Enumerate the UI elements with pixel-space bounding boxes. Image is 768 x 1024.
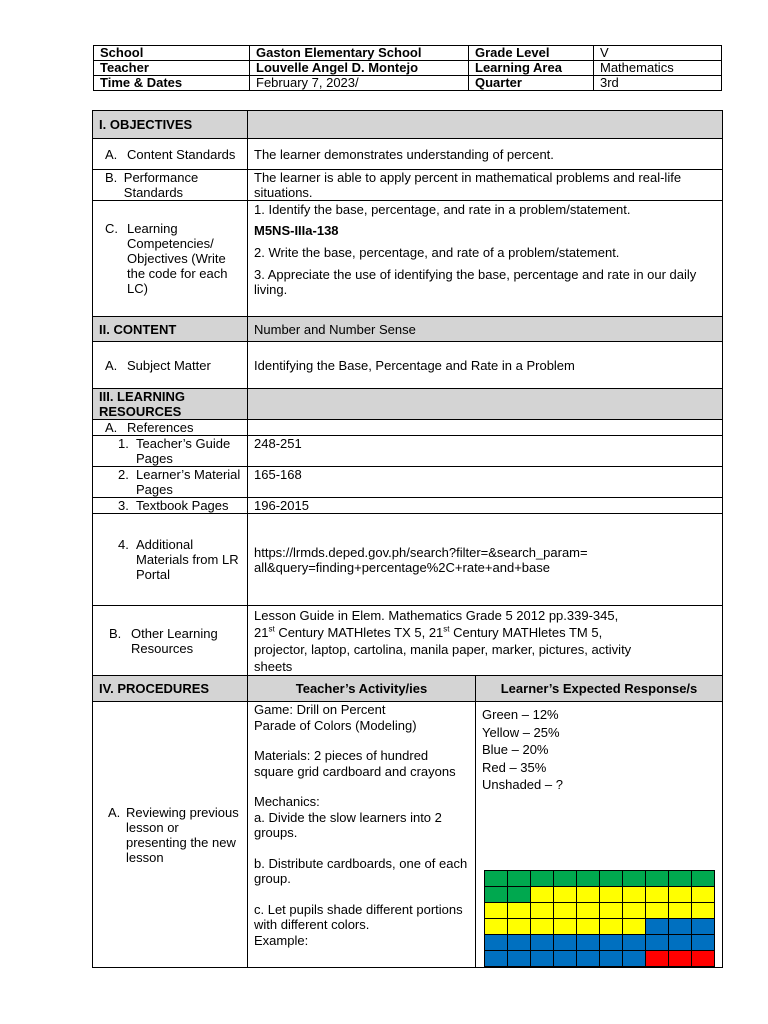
learning-competencies-value: [248, 201, 723, 317]
mechanics-title: Mechanics:: [254, 794, 320, 809]
other-resources-value: [248, 606, 723, 676]
teachers-guide-value: 248-251: [248, 436, 723, 467]
grid-cell-green: [577, 871, 600, 887]
label-number: 2.: [118, 467, 129, 482]
grid-cell-yellow: [577, 887, 600, 903]
textbook-pages-value: 196-2015: [248, 498, 723, 514]
resources-heading: III. LEARNING RESOURCES: [93, 389, 248, 420]
references-label: [93, 420, 248, 436]
grid-cell-blue: [577, 951, 600, 967]
game-subtitle: Parade of Colors (Modeling): [254, 717, 417, 733]
label-text: Content Standards: [127, 146, 236, 162]
performance-standards-value: The learner is able to apply percent in mathematical problems and real-life situations.: [248, 170, 723, 201]
grid-cell-yellow: [600, 903, 623, 919]
grid-cell-blue: [508, 951, 531, 967]
grid-cell-green: [485, 887, 508, 903]
teacher-label: Teacher: [94, 61, 250, 76]
school-value: Gaston Elementary School: [250, 46, 469, 61]
grid-cell-yellow: [554, 919, 577, 935]
objectives-heading-blank: [248, 111, 723, 139]
grid-cell-yellow: [623, 887, 646, 903]
resource-mid: Century MATHletes TX 5, 21: [274, 624, 444, 640]
label-number: 1.: [118, 436, 129, 451]
grid-cell-green: [692, 871, 715, 887]
step-c: c. Let pupils shade different portions with different colors.: [254, 901, 463, 932]
label-text: Subject Matter: [127, 357, 211, 373]
resource-line-3: projector, laptop, cartolina, manila paper, marker, pictures, activity sheets: [254, 641, 632, 674]
label-text: Performance Standards: [123, 170, 199, 200]
grid-cell-yellow: [623, 919, 646, 935]
label-number: 3.: [118, 498, 129, 513]
game-title: Game: Drill on Percent: [254, 702, 386, 717]
grid-cell-green: [531, 871, 554, 887]
competency-code: M5NS-IIIa-138: [254, 223, 339, 238]
grid-cell-yellow: [554, 887, 577, 903]
label-text: Additional Materials from LR Portal: [136, 537, 239, 582]
response-item: Unshaded – ?: [482, 777, 563, 792]
grid-cell-yellow: [508, 919, 531, 935]
grid-cell-blue: [531, 935, 554, 951]
area-label: Learning Area: [469, 61, 594, 76]
grid-cell-yellow: [508, 903, 531, 919]
lesson-plan-table: [92, 110, 723, 968]
response-item: Yellow – 25%: [482, 724, 560, 740]
response-list: [482, 706, 716, 794]
grid-cell-green: [508, 887, 531, 903]
grid-cell-yellow: [531, 903, 554, 919]
learners-material-value: 165-168: [248, 467, 723, 498]
grid-cell-yellow: [577, 903, 600, 919]
grid-cell-blue: [600, 935, 623, 951]
other-resources-label: [93, 606, 248, 676]
label-number: 4.: [118, 537, 129, 552]
learning-competencies-label: [93, 201, 248, 317]
response-item: Red – 35%: [482, 759, 547, 775]
grid-cell-yellow: [669, 903, 692, 919]
grid-cell-green: [554, 871, 577, 887]
grid-cell-yellow: [554, 903, 577, 919]
content-heading-value: Number and Number Sense: [248, 317, 723, 342]
hundred-square-grid: [484, 870, 715, 967]
step-a: a. Divide the slow learners into 2 groups.: [254, 809, 442, 840]
references-value: [248, 420, 723, 436]
grid-cell-green: [485, 871, 508, 887]
label-text: Learning Competencies/ Objectives (Write the code for each LC): [127, 221, 228, 296]
area-value: Mathematics: [594, 61, 722, 76]
grid-cell-blue: [646, 919, 669, 935]
grid-cell-blue: [669, 935, 692, 951]
grid-cell-blue: [669, 919, 692, 935]
grid-cell-green: [623, 871, 646, 887]
grid-cell-blue: [554, 935, 577, 951]
subject-matter-value: Identifying the Base, Percentage and Rate in a Problem: [248, 342, 723, 389]
step-b: b. Distribute cardboards, one of each group.: [254, 855, 468, 886]
grid-cell-yellow: [669, 887, 692, 903]
quarter-label: Quarter: [469, 76, 594, 91]
grid-cell-blue: [623, 935, 646, 951]
teacher-activity-cell: [248, 702, 476, 968]
label-text: References: [127, 420, 194, 435]
grid-cell-yellow: [531, 919, 554, 935]
grid-cell-blue: [577, 935, 600, 951]
learner-response-header: Learner’s Expected Response/s: [476, 676, 723, 702]
lr-portal-label: [93, 514, 248, 606]
grid-cell-green: [669, 871, 692, 887]
resource-st-b: st: [443, 624, 450, 634]
school-label: School: [94, 46, 250, 61]
learner-response-cell: [476, 702, 723, 968]
grid-cell-green: [646, 871, 669, 887]
grid-cell-blue: [508, 935, 531, 951]
grid-cell-blue: [554, 951, 577, 967]
time-value: February 7, 2023/: [250, 76, 469, 91]
grid-cell-yellow: [577, 919, 600, 935]
time-label: Time & Dates: [94, 76, 250, 91]
header-table: [93, 45, 722, 91]
grid-cell-blue: [485, 935, 508, 951]
grid-cell-yellow: [692, 903, 715, 919]
procedures-heading: IV. PROCEDURES: [93, 676, 248, 702]
label-letter: A.: [105, 420, 118, 435]
grid-cell-yellow: [692, 887, 715, 903]
materials-text: Materials: 2 pieces of hundred square grid cardboard and crayons: [254, 748, 456, 779]
resource-line-1: Lesson Guide in Elem. Mathematics Grade 5 2012 pp.339-345,: [254, 607, 619, 623]
label-letter: B.: [105, 170, 118, 185]
label-text: Other Learning Resources: [131, 625, 218, 656]
lr-portal-url[interactable]: https://lrmds.deped.gov.ph/search?filter=&search_param=all&query=finding+percentage%2C+rate+and+base: [254, 544, 588, 575]
teachers-guide-label: [93, 436, 248, 467]
content-standards-value: The learner demonstrates understanding of percent.: [248, 139, 723, 170]
performance-standards-label: [93, 170, 248, 201]
grid-cell-blue: [692, 935, 715, 951]
grid-cell-red: [646, 951, 669, 967]
label-letter: A.: [105, 357, 118, 373]
grid-cell-red: [669, 951, 692, 967]
reviewing-label: [93, 702, 248, 968]
grid-cell-yellow: [600, 919, 623, 935]
textbook-pages-label: [93, 498, 248, 514]
resource-st-a: st: [268, 624, 275, 634]
subject-matter-label: [93, 342, 248, 389]
grid-cell-yellow: [531, 887, 554, 903]
objectives-heading: I. OBJECTIVES: [93, 111, 248, 139]
label-letter: B.: [109, 625, 122, 641]
grid-cell-yellow: [646, 887, 669, 903]
label-text: Learner’s Material Pages: [136, 467, 241, 497]
grid-cell-yellow: [623, 903, 646, 919]
teacher-value: Louvelle Angel D. Montejo: [250, 61, 469, 76]
label-text: Teacher’s Guide Pages: [136, 436, 231, 466]
grid-cell-blue: [692, 919, 715, 935]
learners-material-label: [93, 467, 248, 498]
example-label: Example:: [254, 932, 309, 948]
lr-portal-link[interactable]: [248, 514, 723, 606]
grid-cell-green: [508, 871, 531, 887]
content-standards-label: [93, 139, 248, 170]
grid-cell-blue: [646, 935, 669, 951]
grid-cell-blue: [623, 951, 646, 967]
grid-cell-blue: [531, 951, 554, 967]
response-item: Blue – 20%: [482, 742, 549, 757]
content-heading: II. CONTENT: [93, 317, 248, 342]
grid-cell-green: [600, 871, 623, 887]
grid-cell-yellow: [485, 919, 508, 935]
grid-cell-blue: [600, 951, 623, 967]
grid-cell-yellow: [646, 903, 669, 919]
resources-heading-blank: [248, 389, 723, 420]
grid-cell-yellow: [485, 903, 508, 919]
grade-label: Grade Level: [469, 46, 594, 61]
label-text: Textbook Pages: [136, 498, 229, 513]
grade-value: V: [594, 46, 722, 61]
label-letter: A.: [108, 804, 121, 820]
teacher-activity-header: Teacher’s Activity/ies: [248, 676, 476, 702]
competency-1: 1. Identify the base, percentage, and rate in a problem/statement.: [254, 202, 631, 217]
grid-cell-blue: [485, 951, 508, 967]
response-item: Green – 12%: [482, 707, 559, 722]
label-letter: C.: [105, 221, 118, 236]
label-letter: A.: [105, 146, 118, 162]
competency-2: 2. Write the base, percentage, and rate of a problem/statement.: [254, 245, 620, 260]
quarter-value: 3rd: [594, 76, 722, 91]
competency-3: 3. Appreciate the use of identifying the base, percentage and rate in our daily living.: [254, 267, 697, 297]
label-text: Reviewing previous lesson or presenting the new lesson: [126, 804, 239, 865]
resource-21-a: 21: [254, 624, 269, 640]
grid-cell-red: [692, 951, 715, 967]
resource-end: Century MATHletes TM 5,: [449, 624, 603, 640]
grid-cell-yellow: [600, 887, 623, 903]
